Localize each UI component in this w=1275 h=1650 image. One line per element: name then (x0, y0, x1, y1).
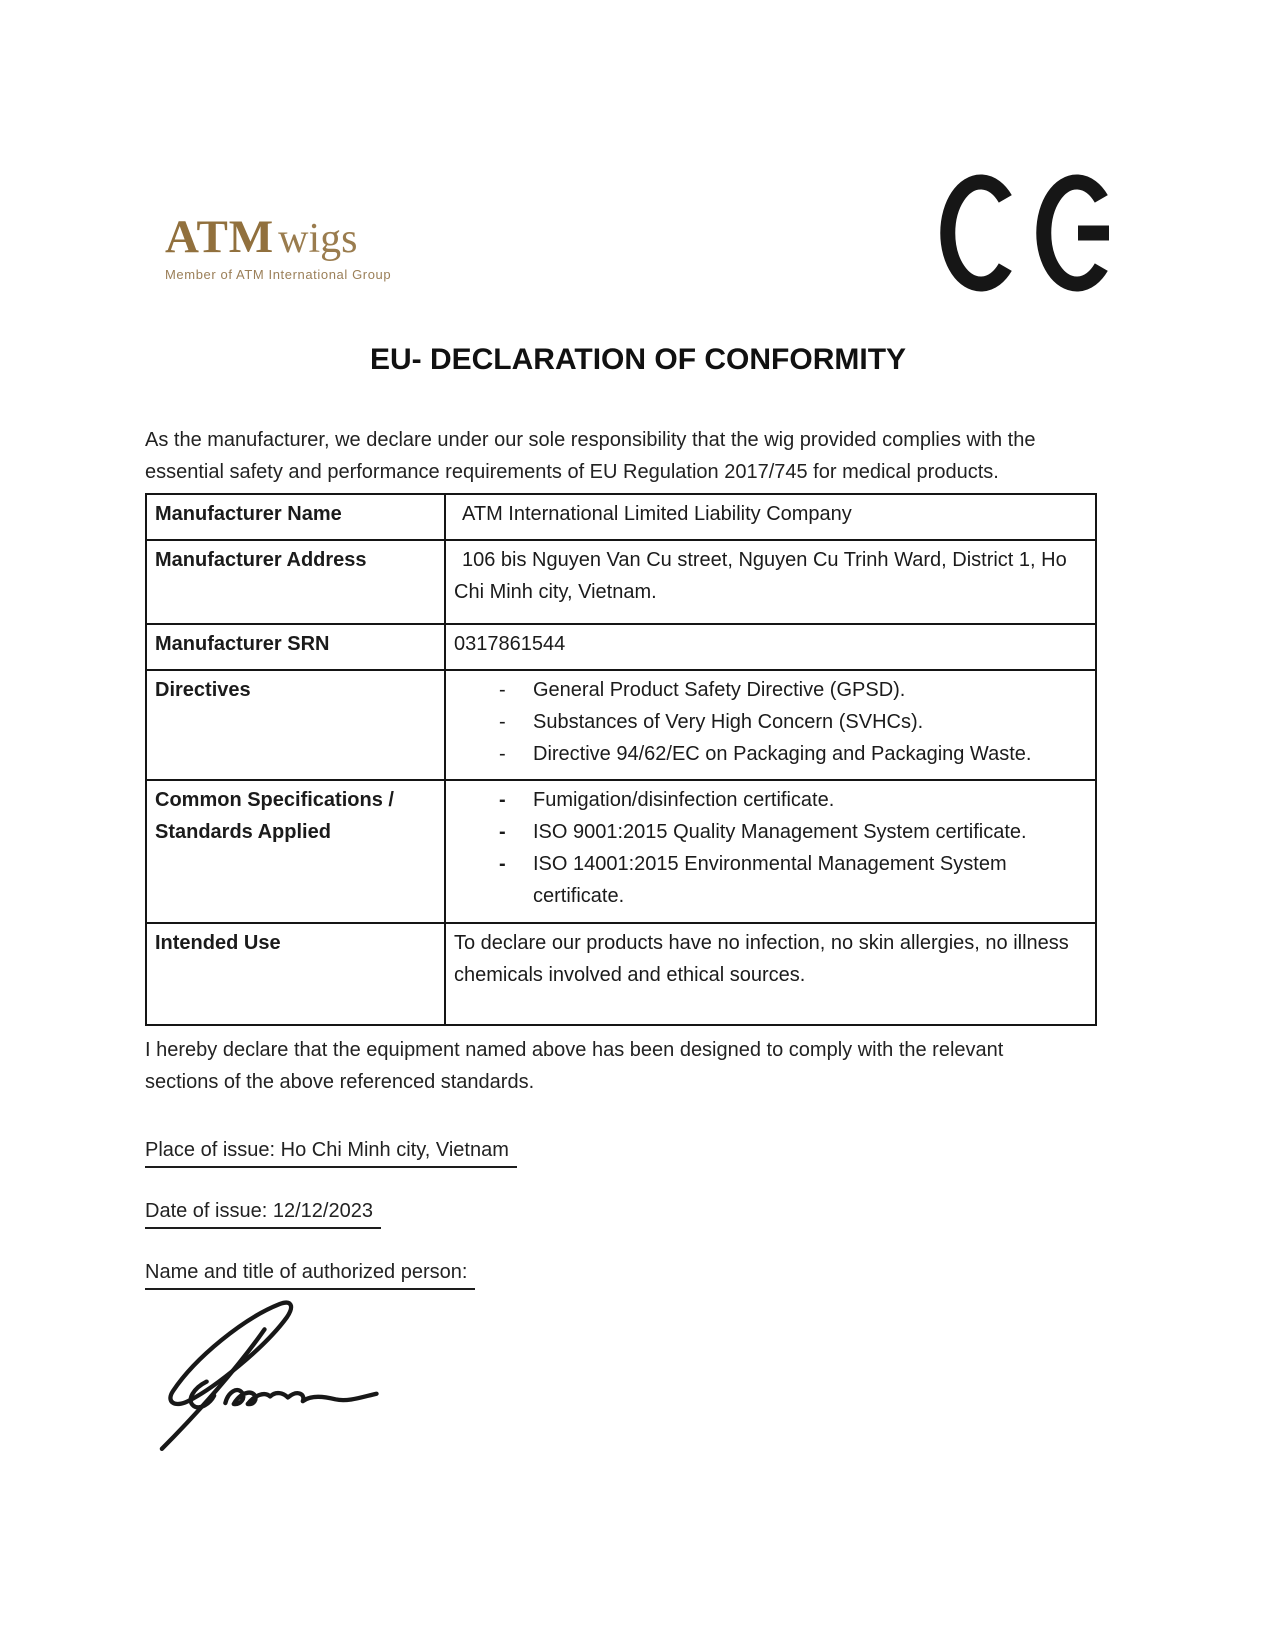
table-row-common-specifications (146, 780, 1096, 923)
dash-bullet: - (499, 853, 506, 875)
ce-mark-icon (938, 172, 1116, 299)
table-row-manufacturer-name (146, 494, 1096, 540)
list-item-text: Fumigation/disinfection certificate. (533, 789, 835, 811)
row-label: Manufacturer SRN (146, 624, 445, 670)
authorized-person-line (145, 1257, 1075, 1290)
standards-list (454, 784, 1087, 912)
dash-bullet: - (499, 821, 506, 843)
logo-text-atm: ATM (165, 211, 275, 263)
list-item (499, 706, 1087, 738)
signature-image (137, 1292, 1075, 1465)
logo-text-wigs: wigs (278, 216, 358, 262)
document-title: EU- DECLARATION OF CONFORMITY (369, 343, 907, 376)
dash-bullet: - (499, 789, 506, 811)
declaration-paragraph: I hereby declare that the equipment named above has been designed to comply with the relevant sections of the above referenced standards. (145, 1039, 1004, 1093)
list-item (499, 738, 1087, 770)
document-header (145, 0, 1075, 312)
dash-bullet: - (499, 679, 506, 701)
list-item-text: ISO 9001:2015 Quality Management System certificate. (533, 821, 1027, 843)
dash-bullet: - (499, 743, 506, 765)
place-of-issue-text: Place of issue: Ho Chi Minh city, Vietnam (145, 1135, 517, 1168)
row-value: To declare our products have no infection, no skin allergies, no illness chemicals involved and ethical sources. (445, 923, 1096, 1025)
intro-paragraph: As the manufacturer, we declare under our sole responsibility that the wig provided complies with the essential safety and performance requirements of EU Regulation 2017/745 for medical products. (145, 429, 1036, 483)
row-label: Common Specifications / Standards Applied (146, 780, 445, 923)
list-item-text: ISO 14001:2015 Environmental Management System certificate. (533, 853, 1007, 907)
logo-wordmark (165, 210, 391, 264)
table-row-manufacturer-address (146, 540, 1096, 624)
directives-list (454, 674, 1087, 770)
list-item-text: General Product Safety Directive (GPSD). (533, 679, 906, 701)
row-value: ATM International Limited Liability Company (445, 494, 1096, 540)
row-value: 0317861544 (445, 624, 1096, 670)
row-label: Intended Use (146, 923, 445, 1025)
list-item-text: Directive 94/62/EC on Packaging and Packaging Waste. (533, 743, 1032, 765)
list-item-text: Substances of Very High Concern (SVHCs). (533, 711, 924, 733)
list-item (499, 816, 1087, 848)
date-of-issue-text: Date of issue: 12/12/2023 (145, 1196, 381, 1229)
logo-tagline: Member of ATM International Group (165, 267, 392, 282)
table-row-directives (146, 670, 1096, 780)
row-value: 106 bis Nguyen Van Cu street, Nguyen Cu Trinh Ward, District 1, Ho Chi Minh city, Vietnam. (445, 540, 1096, 624)
atm-wigs-logo (165, 210, 391, 282)
authorized-person-label: Name and title of authorized person: (145, 1257, 475, 1290)
place-of-issue-line (145, 1135, 1075, 1168)
table-row-intended-use (146, 923, 1096, 1025)
list-item (499, 784, 1087, 816)
row-label: Manufacturer Address (146, 540, 445, 624)
table-row-manufacturer-srn (146, 624, 1096, 670)
manufacturer-table (145, 493, 1097, 1026)
row-label: Manufacturer Name (146, 494, 445, 540)
row-label: Directives (146, 670, 445, 780)
date-of-issue-line (145, 1196, 1075, 1229)
list-item (499, 848, 1087, 912)
dash-bullet: - (499, 711, 506, 733)
list-item (499, 674, 1087, 706)
